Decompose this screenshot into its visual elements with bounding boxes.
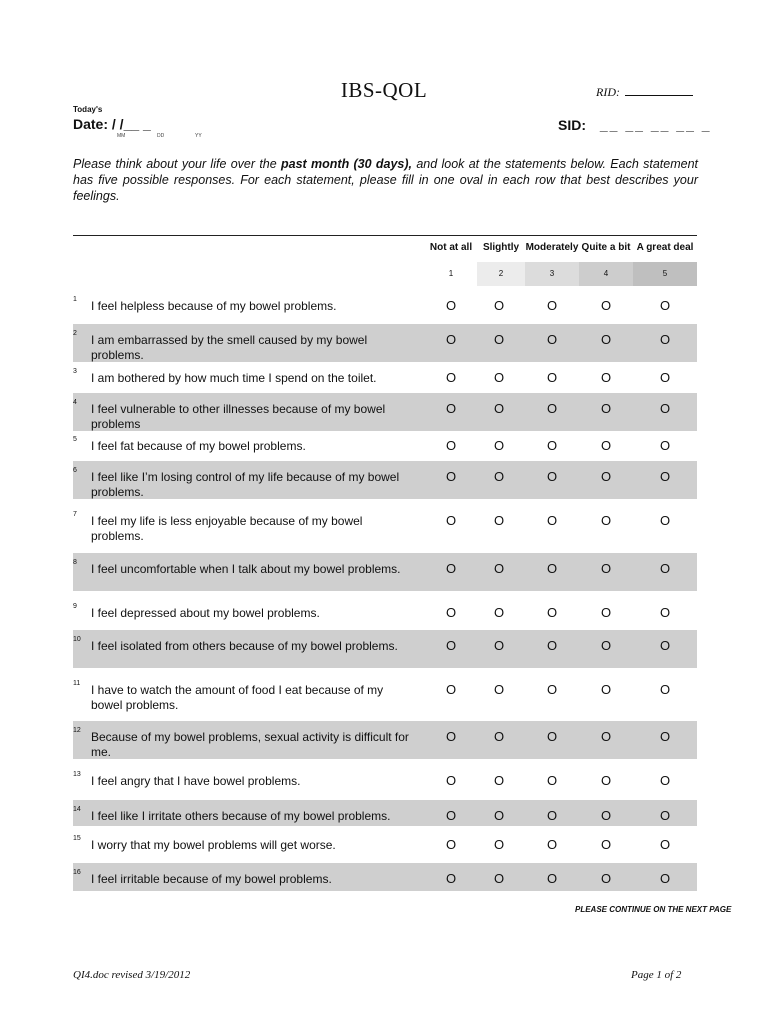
response-oval-4[interactable]: O [600, 513, 612, 528]
scale-header-moderately: Moderately [525, 242, 579, 253]
question-text: I worry that my bowel problems will get worse. [91, 838, 336, 852]
question-row [73, 290, 697, 320]
date-value[interactable]: / /__ _ [111, 116, 151, 132]
response-oval-5[interactable]: O [659, 370, 671, 385]
question-number: 4 [73, 399, 77, 406]
response-oval-2[interactable]: O [493, 871, 505, 886]
scale-number-4: 4 [579, 262, 633, 286]
response-oval-5[interactable]: O [659, 605, 671, 620]
question-row [73, 765, 697, 795]
question-row [73, 505, 697, 547]
response-oval-4[interactable]: O [600, 401, 612, 416]
question-number: 14 [73, 806, 81, 813]
response-oval-2[interactable]: O [493, 513, 505, 528]
response-oval-1[interactable]: O [445, 401, 457, 416]
response-oval-2[interactable]: O [493, 773, 505, 788]
rid-label: RID: [596, 85, 620, 99]
response-oval-1[interactable]: O [445, 370, 457, 385]
response-oval-3[interactable]: O [546, 808, 558, 823]
rid-input-line[interactable] [625, 85, 693, 96]
question-row [73, 630, 697, 668]
response-oval-4[interactable]: O [600, 638, 612, 653]
response-oval-2[interactable]: O [493, 605, 505, 620]
question-text: I am bothered by how much time I spend on the toilet. [91, 371, 377, 385]
question-row [73, 829, 697, 859]
date-sub-month: MM [117, 133, 126, 139]
response-oval-2[interactable]: O [493, 438, 505, 453]
response-oval-5[interactable]: O [659, 298, 671, 313]
question-number: 2 [73, 330, 77, 337]
response-oval-3[interactable]: O [546, 469, 558, 484]
instructions-after: and look at the statements below. Each statement has five possible responses. For each statement, please fill in one oval in each row that best describes your feelings. [73, 157, 698, 203]
response-oval-5[interactable]: O [659, 469, 671, 484]
response-oval-5[interactable]: O [659, 438, 671, 453]
question-text: I feel my life is less enjoyable because of my bowel problems. [91, 514, 363, 543]
question-number: 8 [73, 559, 77, 566]
scale-header-quite-a-bit: Quite a bit [581, 242, 631, 253]
response-oval-2[interactable]: O [493, 808, 505, 823]
question-number: 16 [73, 869, 81, 876]
response-oval-2[interactable]: O [493, 469, 505, 484]
response-oval-3[interactable]: O [546, 513, 558, 528]
question-number: 7 [73, 511, 77, 518]
response-oval-1[interactable]: O [445, 729, 457, 744]
question-row [73, 863, 697, 891]
question-number: 5 [73, 436, 77, 443]
question-text: I feel helpless because of my bowel problems. [91, 299, 337, 313]
response-oval-5[interactable]: O [659, 513, 671, 528]
response-oval-1[interactable]: O [445, 682, 457, 697]
instructions-before: Please think about your life over the [73, 157, 282, 171]
scale-number-row [425, 262, 697, 286]
continue-note: PLEASE CONTINUE ON THE NEXT PAGE [575, 905, 732, 914]
question-row [73, 461, 697, 499]
question-row [73, 553, 697, 591]
question-row [73, 393, 697, 431]
question-text: I have to watch the amount of food I eat because of my bowel problems. [91, 683, 384, 712]
response-oval-5[interactable]: O [659, 773, 671, 788]
question-text: I feel like I’m losing control of my life because of my bowel problems. [91, 470, 400, 499]
response-oval-3[interactable]: O [546, 438, 558, 453]
response-oval-1[interactable]: O [445, 773, 457, 788]
response-oval-3[interactable]: O [546, 638, 558, 653]
question-row [73, 721, 697, 759]
response-oval-2[interactable]: O [493, 332, 505, 347]
scale-header-slightly: Slightly [482, 242, 520, 253]
scale-number-3: 3 [525, 262, 579, 286]
response-oval-3[interactable]: O [546, 729, 558, 744]
instructions-bold: past month (30 days), [281, 157, 413, 171]
response-oval-4[interactable]: O [600, 808, 612, 823]
response-oval-3[interactable]: O [546, 871, 558, 886]
question-number: 6 [73, 467, 77, 474]
question-text: I feel vulnerable to other illnesses because of my bowel problems [91, 402, 386, 431]
scale-number-2: 2 [477, 262, 525, 286]
date-sub-day: DD [157, 133, 165, 139]
question-number: 1 [73, 296, 77, 303]
response-oval-4[interactable]: O [600, 332, 612, 347]
response-oval-5[interactable]: O [659, 332, 671, 347]
date-field[interactable] [73, 116, 151, 132]
question-text: I feel depressed about my bowel problems. [91, 606, 320, 620]
response-oval-5[interactable]: O [659, 837, 671, 852]
sid-label: SID: [558, 117, 586, 133]
response-oval-3[interactable]: O [546, 332, 558, 347]
question-row [73, 430, 697, 460]
response-oval-1[interactable]: O [445, 605, 457, 620]
response-oval-3[interactable]: O [546, 605, 558, 620]
question-number: 13 [73, 771, 81, 778]
response-oval-1[interactable]: O [445, 837, 457, 852]
response-oval-1[interactable]: O [445, 332, 457, 347]
form-title: IBS-QOL [340, 78, 428, 102]
question-number: 15 [73, 835, 81, 842]
response-oval-3[interactable]: O [546, 773, 558, 788]
question-number: 10 [73, 636, 81, 643]
response-oval-5[interactable]: O [659, 682, 671, 697]
response-oval-4[interactable]: O [600, 561, 612, 576]
scale-number-5: 5 [633, 262, 697, 286]
scale-number-1: 1 [425, 262, 477, 286]
response-oval-4[interactable]: O [600, 605, 612, 620]
question-number: 3 [73, 368, 77, 375]
response-oval-4[interactable]: O [600, 837, 612, 852]
question-row [73, 362, 697, 392]
response-oval-3[interactable]: O [546, 370, 558, 385]
response-oval-1[interactable]: O [445, 298, 457, 313]
question-text: I feel like I irritate others because of my bowel problems. [91, 809, 391, 823]
response-oval-4[interactable]: O [600, 773, 612, 788]
response-oval-5[interactable]: O [659, 638, 671, 653]
response-oval-2[interactable]: O [493, 561, 505, 576]
question-number: 11 [73, 680, 81, 687]
question-row [73, 674, 697, 716]
question-text: I feel irritable because of my bowel problems. [91, 872, 332, 886]
response-oval-5[interactable]: O [659, 808, 671, 823]
response-oval-2[interactable]: O [493, 837, 505, 852]
response-oval-1[interactable]: O [445, 871, 457, 886]
question-number: 9 [73, 603, 77, 610]
question-row [73, 324, 697, 362]
date-label: Date: [73, 116, 109, 132]
header-divider [73, 235, 697, 236]
question-text: I feel uncomfortable when I talk about my bowel problems. [91, 562, 401, 576]
response-oval-5[interactable]: O [659, 871, 671, 886]
sid-value[interactable]: __ __ __ __ _ [599, 117, 712, 133]
response-oval-5[interactable]: O [659, 561, 671, 576]
response-oval-5[interactable]: O [659, 401, 671, 416]
question-row [73, 597, 697, 627]
response-oval-2[interactable]: O [493, 370, 505, 385]
response-oval-3[interactable]: O [546, 298, 558, 313]
response-oval-1[interactable]: O [445, 561, 457, 576]
response-oval-3[interactable]: O [546, 837, 558, 852]
response-oval-1[interactable]: O [445, 808, 457, 823]
response-oval-1[interactable]: O [445, 438, 457, 453]
question-text: I feel isolated from others because of my bowel problems. [91, 639, 398, 653]
date-sub-year: YY [195, 133, 202, 139]
response-oval-3[interactable]: O [546, 682, 558, 697]
response-oval-1[interactable]: O [445, 513, 457, 528]
response-oval-3[interactable]: O [546, 561, 558, 576]
instructions [73, 156, 698, 204]
response-oval-2[interactable]: O [493, 638, 505, 653]
response-oval-2[interactable]: O [493, 401, 505, 416]
question-text: I feel angry that I have bowel problems. [91, 774, 301, 788]
response-oval-4[interactable]: O [600, 729, 612, 744]
scale-header-not-at-all: Not at all [429, 242, 473, 253]
question-text: I am embarrassed by the smell caused by my bowel problems. [91, 333, 368, 362]
response-oval-4[interactable]: O [600, 871, 612, 886]
sid-field[interactable] [558, 117, 712, 133]
response-oval-4[interactable]: O [600, 298, 612, 313]
response-oval-2[interactable]: O [493, 682, 505, 697]
question-number: 12 [73, 727, 81, 734]
todays-label: Today's [73, 105, 103, 114]
response-oval-2[interactable]: O [493, 298, 505, 313]
response-oval-4[interactable]: O [600, 469, 612, 484]
question-row [73, 800, 697, 826]
response-oval-4[interactable]: O [600, 370, 612, 385]
response-oval-3[interactable]: O [546, 401, 558, 416]
response-oval-4[interactable]: O [600, 438, 612, 453]
response-oval-1[interactable]: O [445, 469, 457, 484]
rid-field [596, 85, 693, 100]
footer-page-number: Page 1 of 2 [631, 969, 682, 981]
response-oval-5[interactable]: O [659, 729, 671, 744]
question-text: Because of my bowel problems, sexual activity is difficult for me. [91, 730, 409, 759]
response-oval-2[interactable]: O [493, 729, 505, 744]
response-oval-4[interactable]: O [600, 682, 612, 697]
scale-header-a-great-deal: A great deal [636, 242, 694, 253]
question-text: I feel fat because of my bowel problems. [91, 439, 306, 453]
response-oval-1[interactable]: O [445, 638, 457, 653]
footer-revision: QI4.doc revised 3/19/2012 [73, 969, 191, 981]
